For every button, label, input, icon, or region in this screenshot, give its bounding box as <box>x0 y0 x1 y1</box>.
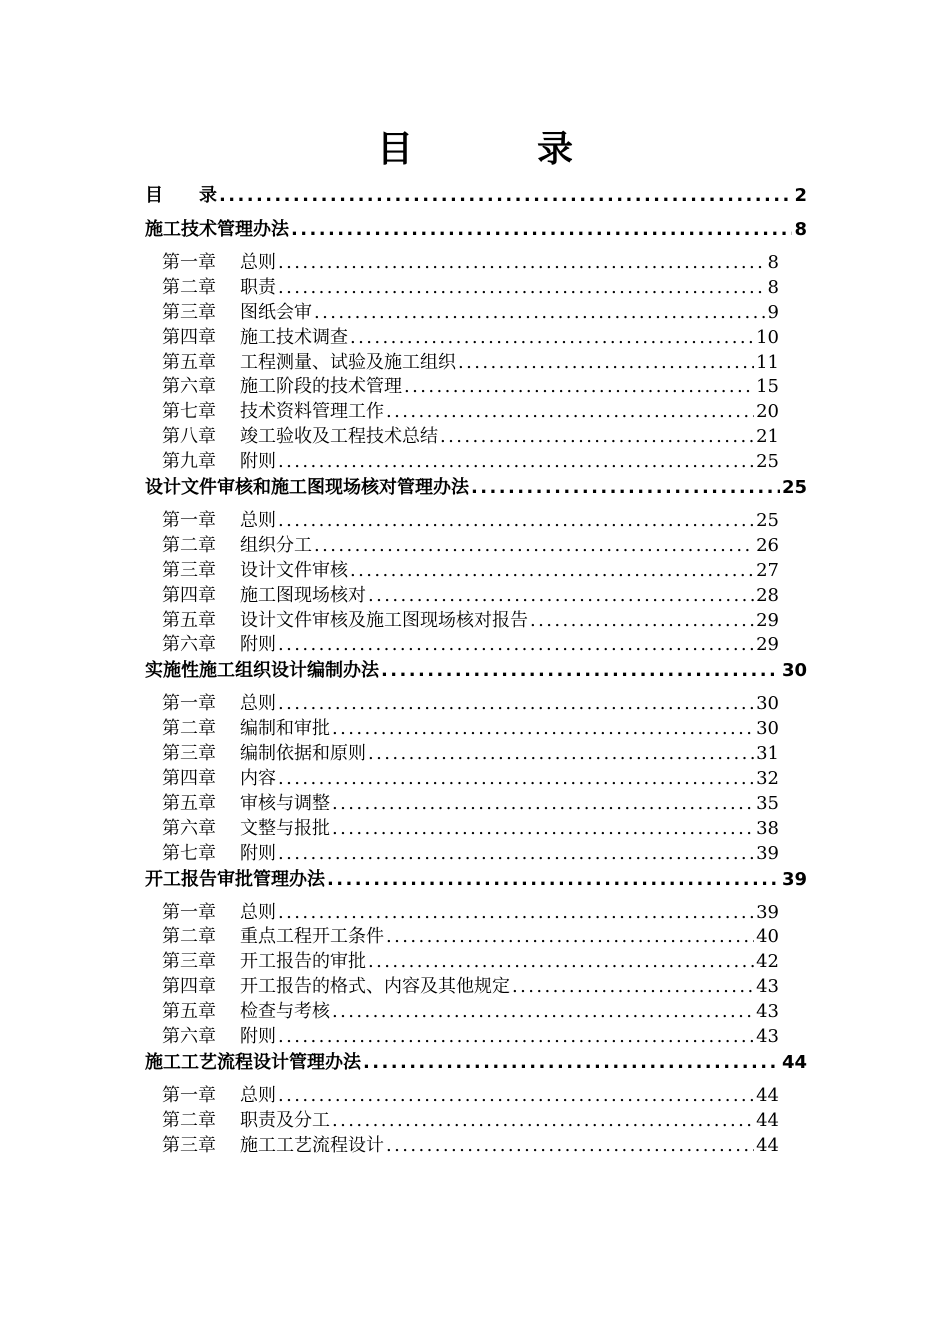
toc-leader-dots <box>278 633 754 658</box>
toc-chapter-title: 总则 <box>240 252 276 273</box>
toc-leader-dots <box>291 217 792 243</box>
toc-chapter-title: 编制和审批 <box>240 718 330 740</box>
toc-chapter-title: 重点工程开工条件 <box>240 926 384 948</box>
toc-chapter-number: 第五章 <box>162 1001 216 1023</box>
toc-page-number: 26 <box>756 534 779 556</box>
toc-leader-dots <box>512 975 754 1000</box>
toc-entry-text <box>162 742 366 767</box>
toc-entry-text <box>162 375 402 400</box>
toc-chapter-number: 第一章 <box>162 901 216 923</box>
toc-chapter-title: 施工工艺流程设计 <box>240 1134 384 1156</box>
toc-page-number: 10 <box>756 326 779 348</box>
toc-page-number: 25 <box>756 510 779 532</box>
toc-chapter-entry[interactable] <box>145 817 807 842</box>
toc-chapter-title: 开工报告的格式、内容及其他规定 <box>240 976 510 998</box>
toc-chapter-title: 组织分工 <box>240 534 312 556</box>
toc-entry-text <box>162 326 348 351</box>
toc-chapter-title: 审核与调整 <box>240 792 330 814</box>
toc-chapter-number: 第二章 <box>162 926 216 948</box>
toc-leader-dots <box>278 509 754 534</box>
toc-leader-dots <box>278 692 754 717</box>
toc-leader-dots <box>219 183 792 209</box>
toc-entry-text: 设计文件审核和施工图现场核对管理办法 <box>145 477 469 499</box>
toc-entry-text <box>162 584 366 609</box>
toc-chapter-number: 第六章 <box>162 1026 216 1048</box>
toc-chapter-number: 第四章 <box>162 976 216 998</box>
toc-section-entry[interactable] <box>145 1050 807 1084</box>
toc-entry-text <box>162 792 330 817</box>
toc-chapter-number: 第二章 <box>162 1109 216 1131</box>
toc-entry-text <box>162 351 456 376</box>
toc-page-number: 8 <box>767 252 779 273</box>
toc-chapter-title: 检查与考核 <box>240 1001 330 1023</box>
toc-page-number: 40 <box>756 926 779 948</box>
toc-page-number: 30 <box>756 693 779 715</box>
toc-chapter-number: 第九章 <box>162 451 216 473</box>
toc-page-number: 43 <box>756 976 779 998</box>
toc-chapter-entry[interactable] <box>145 1134 807 1159</box>
toc-leader-dots <box>332 717 754 742</box>
toc-chapter-entry[interactable] <box>145 450 807 475</box>
toc-leader-dots <box>404 375 754 400</box>
toc-leader-dots <box>332 817 754 842</box>
toc-chapter-number: 第六章 <box>162 634 216 656</box>
toc-entry-text <box>162 559 348 584</box>
toc-page-number: 30 <box>756 718 779 740</box>
toc-chapter-number: 第三章 <box>162 1134 216 1156</box>
toc-entry-text <box>162 842 276 867</box>
toc-chapter-entry[interactable] <box>145 901 807 926</box>
toc-entry-text <box>162 450 276 475</box>
toc-entry-text <box>162 301 312 326</box>
toc-page-number: 39 <box>756 842 779 864</box>
toc-chapter-title: 竣工验收及工程技术总结 <box>240 426 438 448</box>
toc-entry-text <box>162 276 276 301</box>
toc-chapter-number: 第二章 <box>162 534 216 556</box>
toc-leader-dots <box>314 301 766 326</box>
toc-page-number: 20 <box>756 401 779 423</box>
toc-chapter-title: 图纸会审 <box>240 301 312 323</box>
toc-section-entry[interactable] <box>145 658 807 692</box>
toc-entry-text <box>162 1109 330 1134</box>
toc-chapter-number: 第四章 <box>162 584 216 606</box>
toc-chapter-title: 施工技术调查 <box>240 326 348 348</box>
toc-entry-text <box>162 817 330 842</box>
toc-page-number: 30 <box>781 660 807 682</box>
toc-entry-text: 施工技术管理办法 <box>145 219 289 240</box>
toc-chapter-entry[interactable] <box>145 842 807 867</box>
toc-leader-dots <box>530 609 754 634</box>
toc-page-number: 44 <box>781 1051 807 1073</box>
toc-entry-text <box>162 609 528 634</box>
toc-entry-text <box>162 1025 276 1050</box>
toc-chapter-entry[interactable] <box>145 534 807 559</box>
toc-page-number: 8 <box>794 219 807 240</box>
toc-entry-text <box>162 509 276 534</box>
toc-page-number: 31 <box>756 743 779 765</box>
toc-chapter-number: 第二章 <box>162 276 216 298</box>
toc-chapter-title: 职责 <box>240 276 276 298</box>
toc-chapter-number: 第七章 <box>162 842 216 864</box>
toc-chapter-entry[interactable] <box>145 975 807 1000</box>
toc-leader-dots <box>368 584 754 609</box>
toc-chapter-number: 第一章 <box>162 510 216 532</box>
toc-entry-text <box>162 901 276 926</box>
toc-chapter-entry[interactable] <box>145 950 807 975</box>
toc-page-number: 39 <box>781 868 807 890</box>
toc-chapter-entry[interactable] <box>145 351 807 376</box>
toc-chapter-title: 施工阶段的技术管理 <box>240 376 402 398</box>
toc-chapter-number: 第一章 <box>162 1084 216 1106</box>
toc-entry-text <box>162 717 330 742</box>
toc-chapter-entry[interactable] <box>145 742 807 767</box>
toc-chapter-number: 第六章 <box>162 376 216 398</box>
toc-chapter-title: 设计文件审核 <box>240 559 348 581</box>
toc-leader-dots <box>278 450 754 475</box>
toc-title: 目 录 <box>376 129 617 170</box>
table-of-contents <box>145 183 807 1159</box>
toc-chapter-number: 第四章 <box>162 768 216 790</box>
toc-section-entry[interactable] <box>145 217 807 251</box>
toc-chapter-entry[interactable] <box>145 301 807 326</box>
toc-chapter-title: 开工报告的审批 <box>240 951 366 973</box>
toc-chapter-title: 总则 <box>240 901 276 923</box>
toc-chapter-entry[interactable] <box>145 792 807 817</box>
toc-chapter-title: 附则 <box>240 1026 276 1048</box>
toc-page-number: 2 <box>794 185 807 206</box>
toc-leader-dots <box>363 1050 780 1076</box>
toc-chapter-title: 编制依据和原则 <box>240 743 366 765</box>
toc-chapter-number: 第五章 <box>162 609 216 631</box>
toc-chapter-entry[interactable] <box>145 767 807 792</box>
toc-leader-dots <box>458 351 754 376</box>
toc-page-number: 32 <box>756 768 779 790</box>
toc-chapter-entry[interactable] <box>145 584 807 609</box>
toc-entry-text: 目 录 <box>145 185 217 206</box>
toc-leader-dots <box>278 901 754 926</box>
toc-page-number: 39 <box>756 901 779 923</box>
toc-chapter-number: 第六章 <box>162 817 216 839</box>
toc-page-number: 35 <box>756 792 779 814</box>
toc-chapter-entry[interactable] <box>145 400 807 425</box>
toc-chapter-number: 第三章 <box>162 743 216 765</box>
toc-chapter-entry[interactable] <box>145 633 807 658</box>
toc-chapter-title: 附则 <box>240 451 276 473</box>
toc-leader-dots <box>350 559 754 584</box>
toc-page-number: 21 <box>756 426 779 448</box>
toc-page-number: 29 <box>756 609 779 631</box>
toc-chapter-entry[interactable] <box>145 1000 807 1025</box>
toc-entry-text: 开工报告审批管理办法 <box>145 868 325 890</box>
toc-entry-text <box>162 425 438 450</box>
toc-entry-text <box>162 1000 330 1025</box>
toc-chapter-title: 总则 <box>240 693 276 715</box>
toc-leader-dots <box>386 925 754 950</box>
toc-leader-dots <box>332 792 754 817</box>
toc-chapter-entry[interactable] <box>145 1109 807 1134</box>
toc-chapter-entry[interactable] <box>145 692 807 717</box>
toc-section-entry[interactable] <box>145 183 807 217</box>
toc-chapter-entry[interactable] <box>145 559 807 584</box>
toc-entry-text: 施工工艺流程设计管理办法 <box>145 1051 361 1073</box>
toc-page-number: 29 <box>756 634 779 656</box>
toc-chapter-title: 职责及分工 <box>240 1109 330 1131</box>
toc-chapter-title: 文整与报批 <box>240 817 330 839</box>
toc-page-number: 42 <box>756 951 779 973</box>
toc-chapter-title: 附则 <box>240 634 276 656</box>
toc-chapter-title: 设计文件审核及施工图现场核对报告 <box>240 609 528 631</box>
toc-section-entry[interactable] <box>145 867 807 901</box>
toc-chapter-entry[interactable] <box>145 717 807 742</box>
toc-page-number: 28 <box>756 584 779 606</box>
toc-leader-dots <box>278 842 754 867</box>
toc-chapter-number: 第一章 <box>162 693 216 715</box>
toc-chapter-title: 附则 <box>240 842 276 864</box>
toc-page-number: 11 <box>756 351 779 373</box>
toc-leader-dots <box>314 534 754 559</box>
toc-leader-dots <box>327 867 780 893</box>
toc-leader-dots <box>386 1134 754 1159</box>
toc-entry-text <box>162 1084 276 1109</box>
toc-leader-dots <box>471 475 780 501</box>
toc-section-entry[interactable] <box>145 475 807 509</box>
toc-chapter-entry[interactable] <box>145 326 807 351</box>
toc-chapter-number: 第四章 <box>162 326 216 348</box>
toc-page-number: 15 <box>756 376 779 398</box>
toc-entry-text <box>162 950 366 975</box>
toc-chapter-number: 第二章 <box>162 718 216 740</box>
toc-leader-dots <box>368 742 754 767</box>
toc-entry-text <box>162 975 510 1000</box>
toc-entry-text <box>162 1134 384 1159</box>
toc-chapter-entry[interactable] <box>145 276 807 301</box>
toc-leader-dots <box>278 276 766 301</box>
toc-leader-dots <box>332 1109 754 1134</box>
toc-entry-text: 实施性施工组织设计编制办法 <box>145 660 379 682</box>
toc-entry-text <box>162 767 276 792</box>
toc-chapter-title: 总则 <box>240 1084 276 1106</box>
toc-page-number: 38 <box>756 817 779 839</box>
toc-chapter-title: 工程测量、试验及施工组织 <box>240 351 456 373</box>
toc-leader-dots <box>350 326 754 351</box>
toc-page-number: 43 <box>756 1001 779 1023</box>
toc-page-number: 9 <box>767 301 779 323</box>
toc-leader-dots <box>278 767 754 792</box>
toc-page-number: 43 <box>756 1026 779 1048</box>
toc-chapter-number: 第三章 <box>162 301 216 323</box>
toc-chapter-entry[interactable] <box>145 251 807 276</box>
toc-chapter-entry[interactable] <box>145 425 807 450</box>
toc-chapter-number: 第八章 <box>162 426 216 448</box>
toc-chapter-entry[interactable] <box>145 1084 807 1109</box>
toc-entry-text <box>162 400 384 425</box>
toc-chapter-entry[interactable] <box>145 375 807 400</box>
toc-chapter-number: 第三章 <box>162 951 216 973</box>
toc-leader-dots <box>278 251 766 276</box>
toc-chapter-entry[interactable] <box>145 509 807 534</box>
toc-chapter-number: 第一章 <box>162 252 216 273</box>
toc-entry-text <box>162 251 276 276</box>
toc-leader-dots <box>278 1025 754 1050</box>
toc-entry-text <box>162 534 312 559</box>
toc-chapter-number: 第七章 <box>162 401 216 423</box>
toc-chapter-title: 内容 <box>240 768 276 790</box>
toc-entry-text <box>162 692 276 717</box>
toc-leader-dots <box>440 425 754 450</box>
toc-page-number: 44 <box>756 1084 779 1106</box>
toc-entry-text <box>162 633 276 658</box>
toc-page-number: 27 <box>756 559 779 581</box>
toc-leader-dots <box>368 950 754 975</box>
toc-page-number: 25 <box>756 451 779 473</box>
toc-chapter-entry[interactable] <box>145 609 807 634</box>
toc-entry-text <box>162 925 384 950</box>
toc-page-number: 44 <box>756 1134 779 1156</box>
toc-leader-dots <box>386 400 754 425</box>
toc-leader-dots <box>332 1000 754 1025</box>
toc-leader-dots <box>381 658 780 684</box>
toc-page-number: 8 <box>767 276 779 298</box>
toc-chapter-number: 第三章 <box>162 559 216 581</box>
toc-page-number: 44 <box>756 1109 779 1131</box>
toc-page-number: 25 <box>781 477 807 499</box>
toc-chapter-title: 技术资料管理工作 <box>240 401 384 423</box>
toc-chapter-title: 总则 <box>240 510 276 532</box>
toc-chapter-title: 施工图现场核对 <box>240 584 366 606</box>
toc-chapter-number: 第五章 <box>162 792 216 814</box>
toc-chapter-entry[interactable] <box>145 925 807 950</box>
toc-leader-dots <box>278 1084 754 1109</box>
toc-chapter-entry[interactable] <box>145 1025 807 1050</box>
toc-chapter-number: 第五章 <box>162 351 216 373</box>
